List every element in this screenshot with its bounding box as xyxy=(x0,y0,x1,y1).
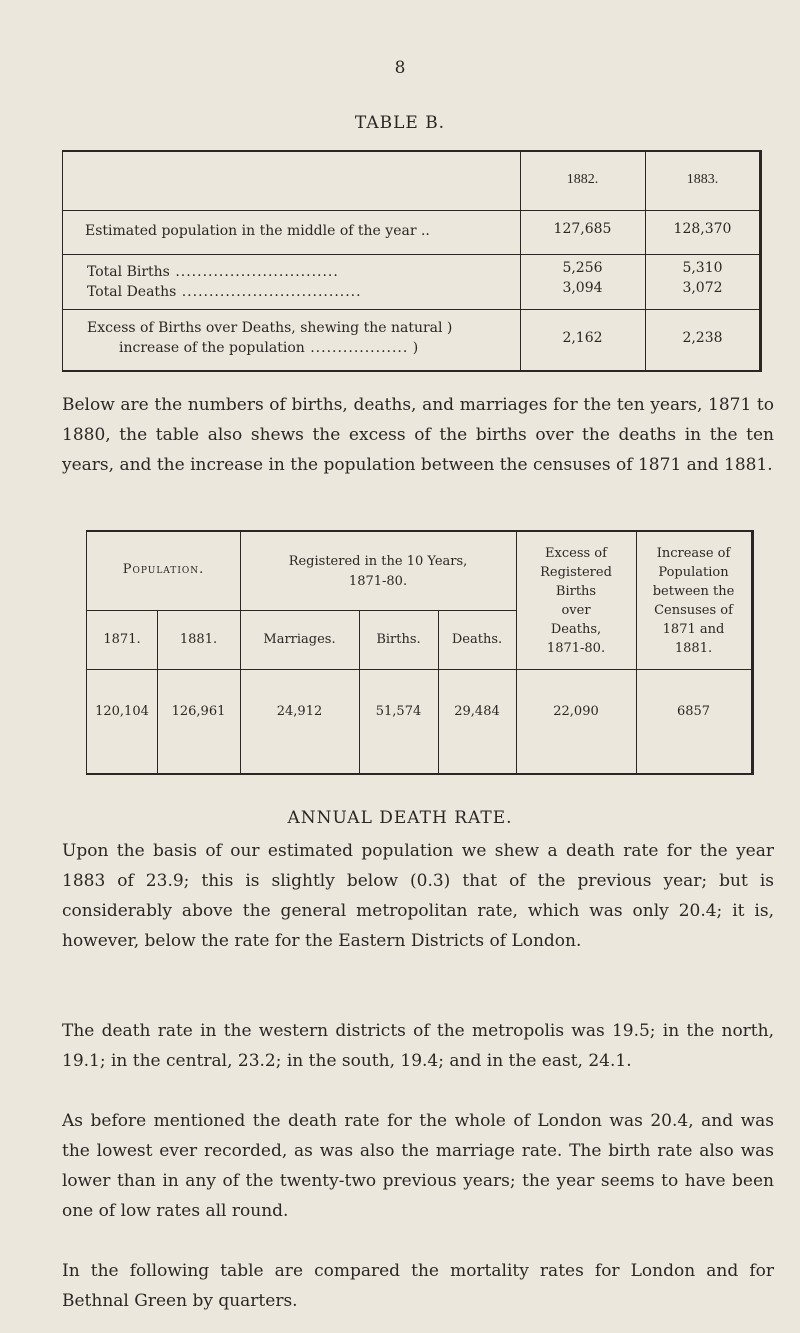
page-number: 8 xyxy=(394,58,406,78)
table-b-title: TABLE B. xyxy=(354,113,446,133)
section-heading: ANNUAL DEATH RATE. xyxy=(287,808,513,828)
body-paragraph-1 xyxy=(62,836,774,956)
excess-header-line: Births xyxy=(555,584,597,599)
excess-header-line: over xyxy=(561,603,591,618)
increase-header-line: between the xyxy=(652,584,735,599)
registered-header-1: Registered in the 10 Years, xyxy=(288,554,468,569)
increase-header-line: 1871 and xyxy=(662,622,725,637)
col-header-1883: 1883. xyxy=(686,172,719,187)
body-text: In the following table are compared the mortality rates for London and for Bethnal Green by quarters. xyxy=(62,1261,774,1311)
increase-header-line: Censuses of xyxy=(654,603,733,618)
increase-header-line: Population xyxy=(658,565,729,580)
population-table xyxy=(86,530,754,775)
excess-header-line: Excess of xyxy=(545,546,607,561)
sub-header-deaths: Deaths. xyxy=(451,632,503,647)
sub-header-1881: 1881. xyxy=(179,632,218,647)
increase-header-line: 1881. xyxy=(674,641,713,656)
t2-rule xyxy=(87,669,751,670)
excess-header-line: 1871-80. xyxy=(546,641,606,656)
value-births: 51,574 xyxy=(375,704,422,719)
value-pop-1871: 120,104 xyxy=(95,704,149,719)
intro-paragraph xyxy=(62,390,774,480)
table-b-rule xyxy=(63,210,759,211)
body-paragraph-4 xyxy=(62,1256,774,1316)
value-marriages: 24,912 xyxy=(276,704,323,719)
t2-rule xyxy=(87,610,516,611)
deaths-label-row: Total Deaths ................................. xyxy=(87,284,362,300)
excess-1883: 2,238 xyxy=(682,330,723,346)
est-pop-label: Estimated population in the middle of the year .. xyxy=(85,223,430,239)
est-pop-1882: 127,685 xyxy=(553,221,612,237)
excess-1882: 2,162 xyxy=(562,330,603,346)
population-header: Population. xyxy=(122,562,205,577)
value-deaths: 29,484 xyxy=(454,704,500,719)
births-label-row: Total Births .............................. xyxy=(87,264,339,280)
increase-header-line: Increase of xyxy=(656,546,731,561)
excess-header-line: Deaths, xyxy=(550,622,602,637)
body-paragraph-3 xyxy=(62,1106,774,1226)
sub-header-1871: 1871. xyxy=(103,632,141,647)
value-pop-1881: 126,961 xyxy=(171,704,226,719)
deaths-1883: 3,072 xyxy=(682,280,723,296)
births-1882: 5,256 xyxy=(562,260,603,276)
registered-header-2: 1871-80. xyxy=(348,574,408,589)
excess-label-1: Excess of Births over Deaths, shewing the natural xyxy=(87,320,443,336)
excess-header-line: Registered xyxy=(540,565,612,580)
births-1883: 5,310 xyxy=(682,260,723,276)
value-increase: 6857 xyxy=(676,704,711,719)
deaths-label: Total Deaths xyxy=(87,284,177,300)
sub-header-marriages: Marriages. xyxy=(263,632,336,647)
excess-label-line-1: Excess of Births over Deaths, shewing the natural ) xyxy=(87,320,453,336)
table-b-rule xyxy=(63,254,759,255)
sub-header-births: Births. xyxy=(376,632,421,647)
body-text: Upon the basis of our estimated population we shew a death rate for the year 1883 of 23.9; this is slightly below (0.3) that of the previous year; but is considerably above the general metropolitan rate, which was only 20.4; it is, however, below the rate for the Eastern Districts of London. xyxy=(62,841,774,951)
excess-label-2: increase of the population xyxy=(119,340,305,356)
body-text: The death rate in the western districts of the metropolis was 19.5; in the north, 19.1; in the central, 23.2; in the south, 19.4; and in the east, 24.1. xyxy=(62,1021,774,1071)
value-excess: 22,090 xyxy=(553,704,599,719)
excess-header xyxy=(516,544,636,658)
increase-header xyxy=(636,544,751,658)
body-text: As before mentioned the death rate for the whole of London was 20.4, and was the lowest ever recorded, as was also the marriage rate. The birth rate also was lower than in any of the twenty-two previous years; the year seems to have been one of low rates all round. xyxy=(62,1111,774,1221)
intro-text: Below are the numbers of births, deaths, and marriages for the ten years, 1871 to 1880, the table also shews the excess of the births over the deaths in the ten years, and the increase in the population between the censuses of 1871 and 1881. xyxy=(62,395,774,475)
col-header-1882: 1882. xyxy=(566,172,599,187)
excess-label-line-2: increase of the population .................. ) xyxy=(119,340,419,356)
births-label: Total Births xyxy=(87,264,170,280)
table-b xyxy=(62,150,762,372)
body-paragraph-2 xyxy=(62,1016,774,1076)
est-pop-1883: 128,370 xyxy=(673,221,732,237)
deaths-1882: 3,094 xyxy=(562,280,603,296)
table-b-rule xyxy=(63,309,759,310)
